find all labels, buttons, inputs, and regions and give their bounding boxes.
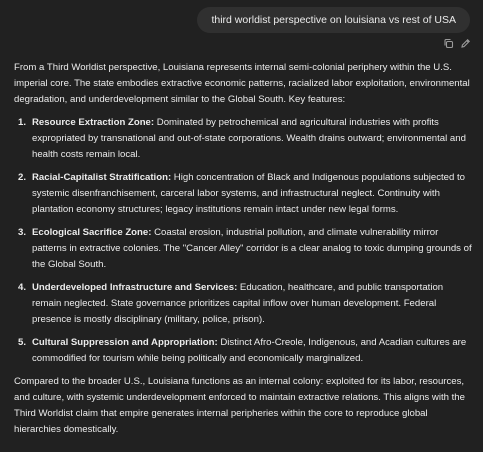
user-message-row [197, 7, 470, 33]
list-item-number: 3. [18, 227, 27, 238]
list-item-term: Racial-Capitalist Stratification: [32, 172, 172, 183]
list-item-text: Dominated by petrochemical and agricultural industries with profits expropriated by transnational and out-of-state corporations. Wealth drains outward; environmental and health costs remain local. [32, 117, 466, 160]
list-item [14, 225, 472, 273]
pencil-icon[interactable] [460, 38, 471, 49]
user-message-actions [443, 38, 471, 49]
list-item [14, 170, 472, 218]
copy-icon[interactable] [443, 38, 454, 49]
list-item [14, 280, 472, 328]
assistant-answer [14, 60, 472, 438]
list-item-term: Ecological Sacrifice Zone: [32, 227, 152, 238]
list-item-term: Resource Extraction Zone: [32, 117, 155, 128]
list-item-term: Cultural Suppression and Appropriation: [32, 337, 218, 348]
list-item-text: Distinct Afro-Creole, Indigenous, and Acadian cultures are commodified for tourism while being politically and economically marginalized. [32, 337, 467, 364]
list-item-number: 5. [18, 337, 27, 348]
list-item-text: High concentration of Black and Indigenous populations subjected to systemic disenfranchisement, carceral labor systems, and infrastructural neglect. Continuity with plantation economy structures; legacy institutions remain intact under new legal forms. [32, 172, 466, 215]
feature-list [14, 115, 472, 367]
list-item [14, 115, 472, 163]
list-item-number: 1. [18, 117, 27, 128]
list-item-number: 4. [18, 282, 27, 293]
list-item-text: Education, healthcare, and public transportation remain neglected. State governance prioritizes capital inflow over human development. Federal presence is mostly disciplinary (military, police, prison). [32, 282, 444, 325]
list-item-term: Underdeveloped Infrastructure and Services: [32, 282, 238, 293]
answer-conclusion: Compared to the broader U.S., Louisiana functions as an internal colony: exploited for its labor, resources, and culture, with systemic underdevelopment enforced to maintain extractive relations. This aligns with the Third Worldist claim that empire generates internal peripheries within the core to reproduce global hierarchies domestically. [14, 376, 465, 435]
list-item-number: 2. [18, 172, 27, 183]
user-message-bubble: third worldist perspective on louisiana vs rest of USA [197, 7, 470, 33]
list-item-text: Coastal erosion, industrial pollution, and climate vulnerability mirror patterns in extractive colonies. The "Cancer Alley" corridor is a clear analog to toxic dumping grounds of the Global South. [32, 227, 472, 270]
answer-intro: From a Third Worldist perspective, Louisiana represents internal semi-colonial periphery within the U.S. imperial core. The state embodies extractive economic patterns, racialized labor exploitation, environmental degradation, and underdevelopment similar to the Global South. Key features: [14, 62, 470, 105]
list-item [14, 335, 472, 367]
